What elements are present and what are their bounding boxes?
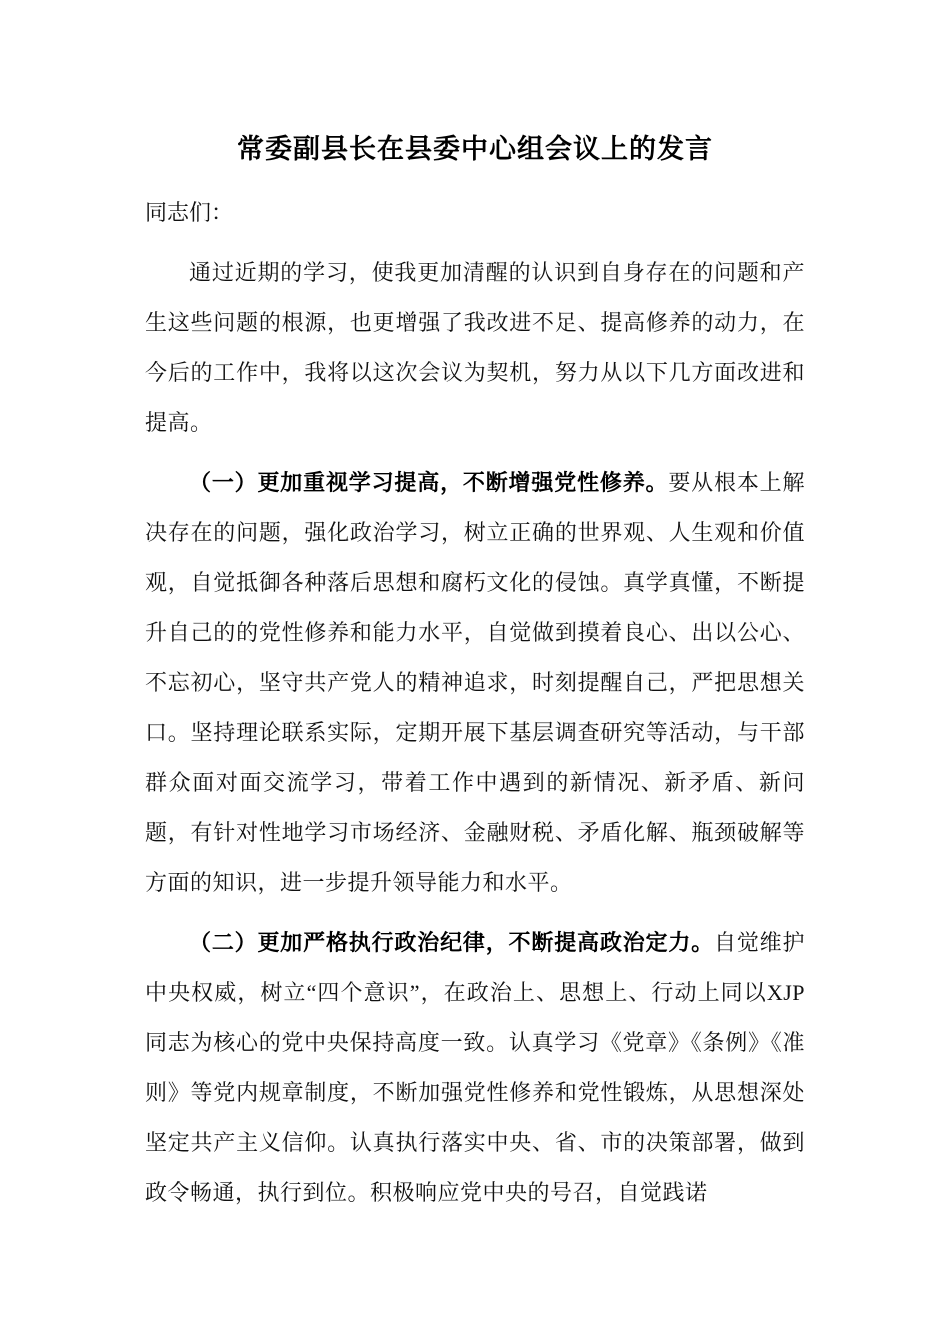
- paragraph-section-1: [145, 458, 805, 908]
- paragraph-intro: [145, 248, 805, 448]
- section-2-heading: （二）更加严格执行政治纪律，不断提高政治定力。: [189, 930, 714, 955]
- section-2-text: 自觉维护中央权威，树立“四个意识”，在政治上、思想上、行动上同以XJP同志为核心的党中央保持高度一致。认真学习《党章》《条例》《准则》等党内规章制度，不断加强党性修养和党性锻炼，从思想深处坚定共产主义信仰。认真执行落实中央、省、市的决策部署，做到政令畅通，执行到位。积极响应党中央的号召，自觉践诺: [145, 930, 805, 1205]
- section-1-heading: （一）更加重视学习提高，不断增强党性修养。: [189, 470, 669, 495]
- document-title: 常委副县长在县委中心组会议上的发言: [237, 134, 713, 164]
- salutation: 同志们：: [145, 200, 234, 225]
- paragraph-section-2: [145, 918, 805, 1218]
- paragraph-intro-text: 通过近期的学习，使我更加清醒的认识到自身存在的问题和产生这些问题的根源，也更增强了我改进不足、提高修养的动力，在今后的工作中，我将以这次会议为契机，努力从以下几方面改进和提高。: [145, 260, 805, 435]
- section-1-text: 要从根本上解决存在的问题，强化政治学习，树立正确的世界观、人生观和价值观，自觉抵御各种落后思想和腐朽文化的侵蚀。真学真懂，不断提升自己的的党性修养和能力水平，自觉做到摸着良心、出以公心、不忘初心，坚守共产党人的精神追求，时刻提醒自己，严把思想关口。坚持理论联系实际，定期开展下基层调查研究等活动，与干部群众面对面交流学习，带着工作中遇到的新情况、新矛盾、新问题，有针对性地学习市场经济、金融财税、矛盾化解、瓶颈破解等方面的知识，进一步提升领导能力和水平。: [145, 470, 805, 895]
